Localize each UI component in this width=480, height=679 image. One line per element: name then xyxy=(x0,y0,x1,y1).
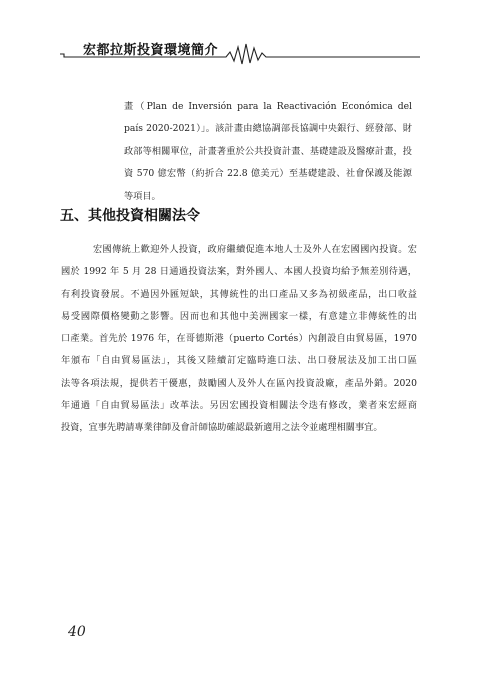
paragraph-line: 法等各項法規，提供若干優惠，鼓勵國人及外人在區內投資設廠，產品外銷。2020 xyxy=(61,377,417,389)
paragraph-line: 年通過「自由貿易區法」改革法。另因宏國投資相關法令迭有修改，業者來宏經商 xyxy=(61,400,417,412)
paragraph-line: 口產業。首先於 1976 年，在哥德斯港（puerto Cortés）內創設自由貿易區，1970 xyxy=(61,333,417,345)
paragraph-line: 國於 1992 年 5 月 28 日通過投資法案，對外國人、本國人投資均給予無差別待遇， xyxy=(61,266,417,278)
running-header xyxy=(0,38,480,68)
section-heading: 五、其他投資相關法令 xyxy=(60,208,200,224)
header-heartbeat-line xyxy=(0,38,480,68)
paragraph-line: 有利投資發展。不過因外匯短缺，其傳統性的出口產品又多為初級產品，出口收益 xyxy=(61,288,417,300)
paragraph-line: 宏國傳統上歡迎外人投資，政府繼續促進本地人士及外人在宏國國內投資。宏 xyxy=(93,244,417,255)
paragraph-line: 年頒布「自由貿易區法」，其後又陸續訂定臨時進口法、出口發展法及加工出口區 xyxy=(61,355,417,367)
paragraph-line: 易受國際價格變動之影響。因而也和其他中美洲國家一樣，有意建立非傳統性的出 xyxy=(61,310,417,322)
section-paragraph xyxy=(61,239,417,440)
header-title: 宏都拉斯投資環境簡介 xyxy=(83,43,219,58)
continued-paragraph: 畫（Plan de Inversión para la Reactivación Económica del país 2020-2021）」。該計畫由總協調部長協調中央銀行、經發部、財政部等相關單位，計畫著重於公共投資計畫、基礎建設及醫療計畫，投資 570 億宏幣（約折合 22.8 億美元）至基礎建設、社會保護及能源等項目。 xyxy=(124,101,412,202)
page-number: 40 xyxy=(68,624,86,640)
paragraph-line: 投資，宜事先聘請專業律師及會計師協助確認最新適用之法令並處理相關事宜。 xyxy=(61,422,383,434)
